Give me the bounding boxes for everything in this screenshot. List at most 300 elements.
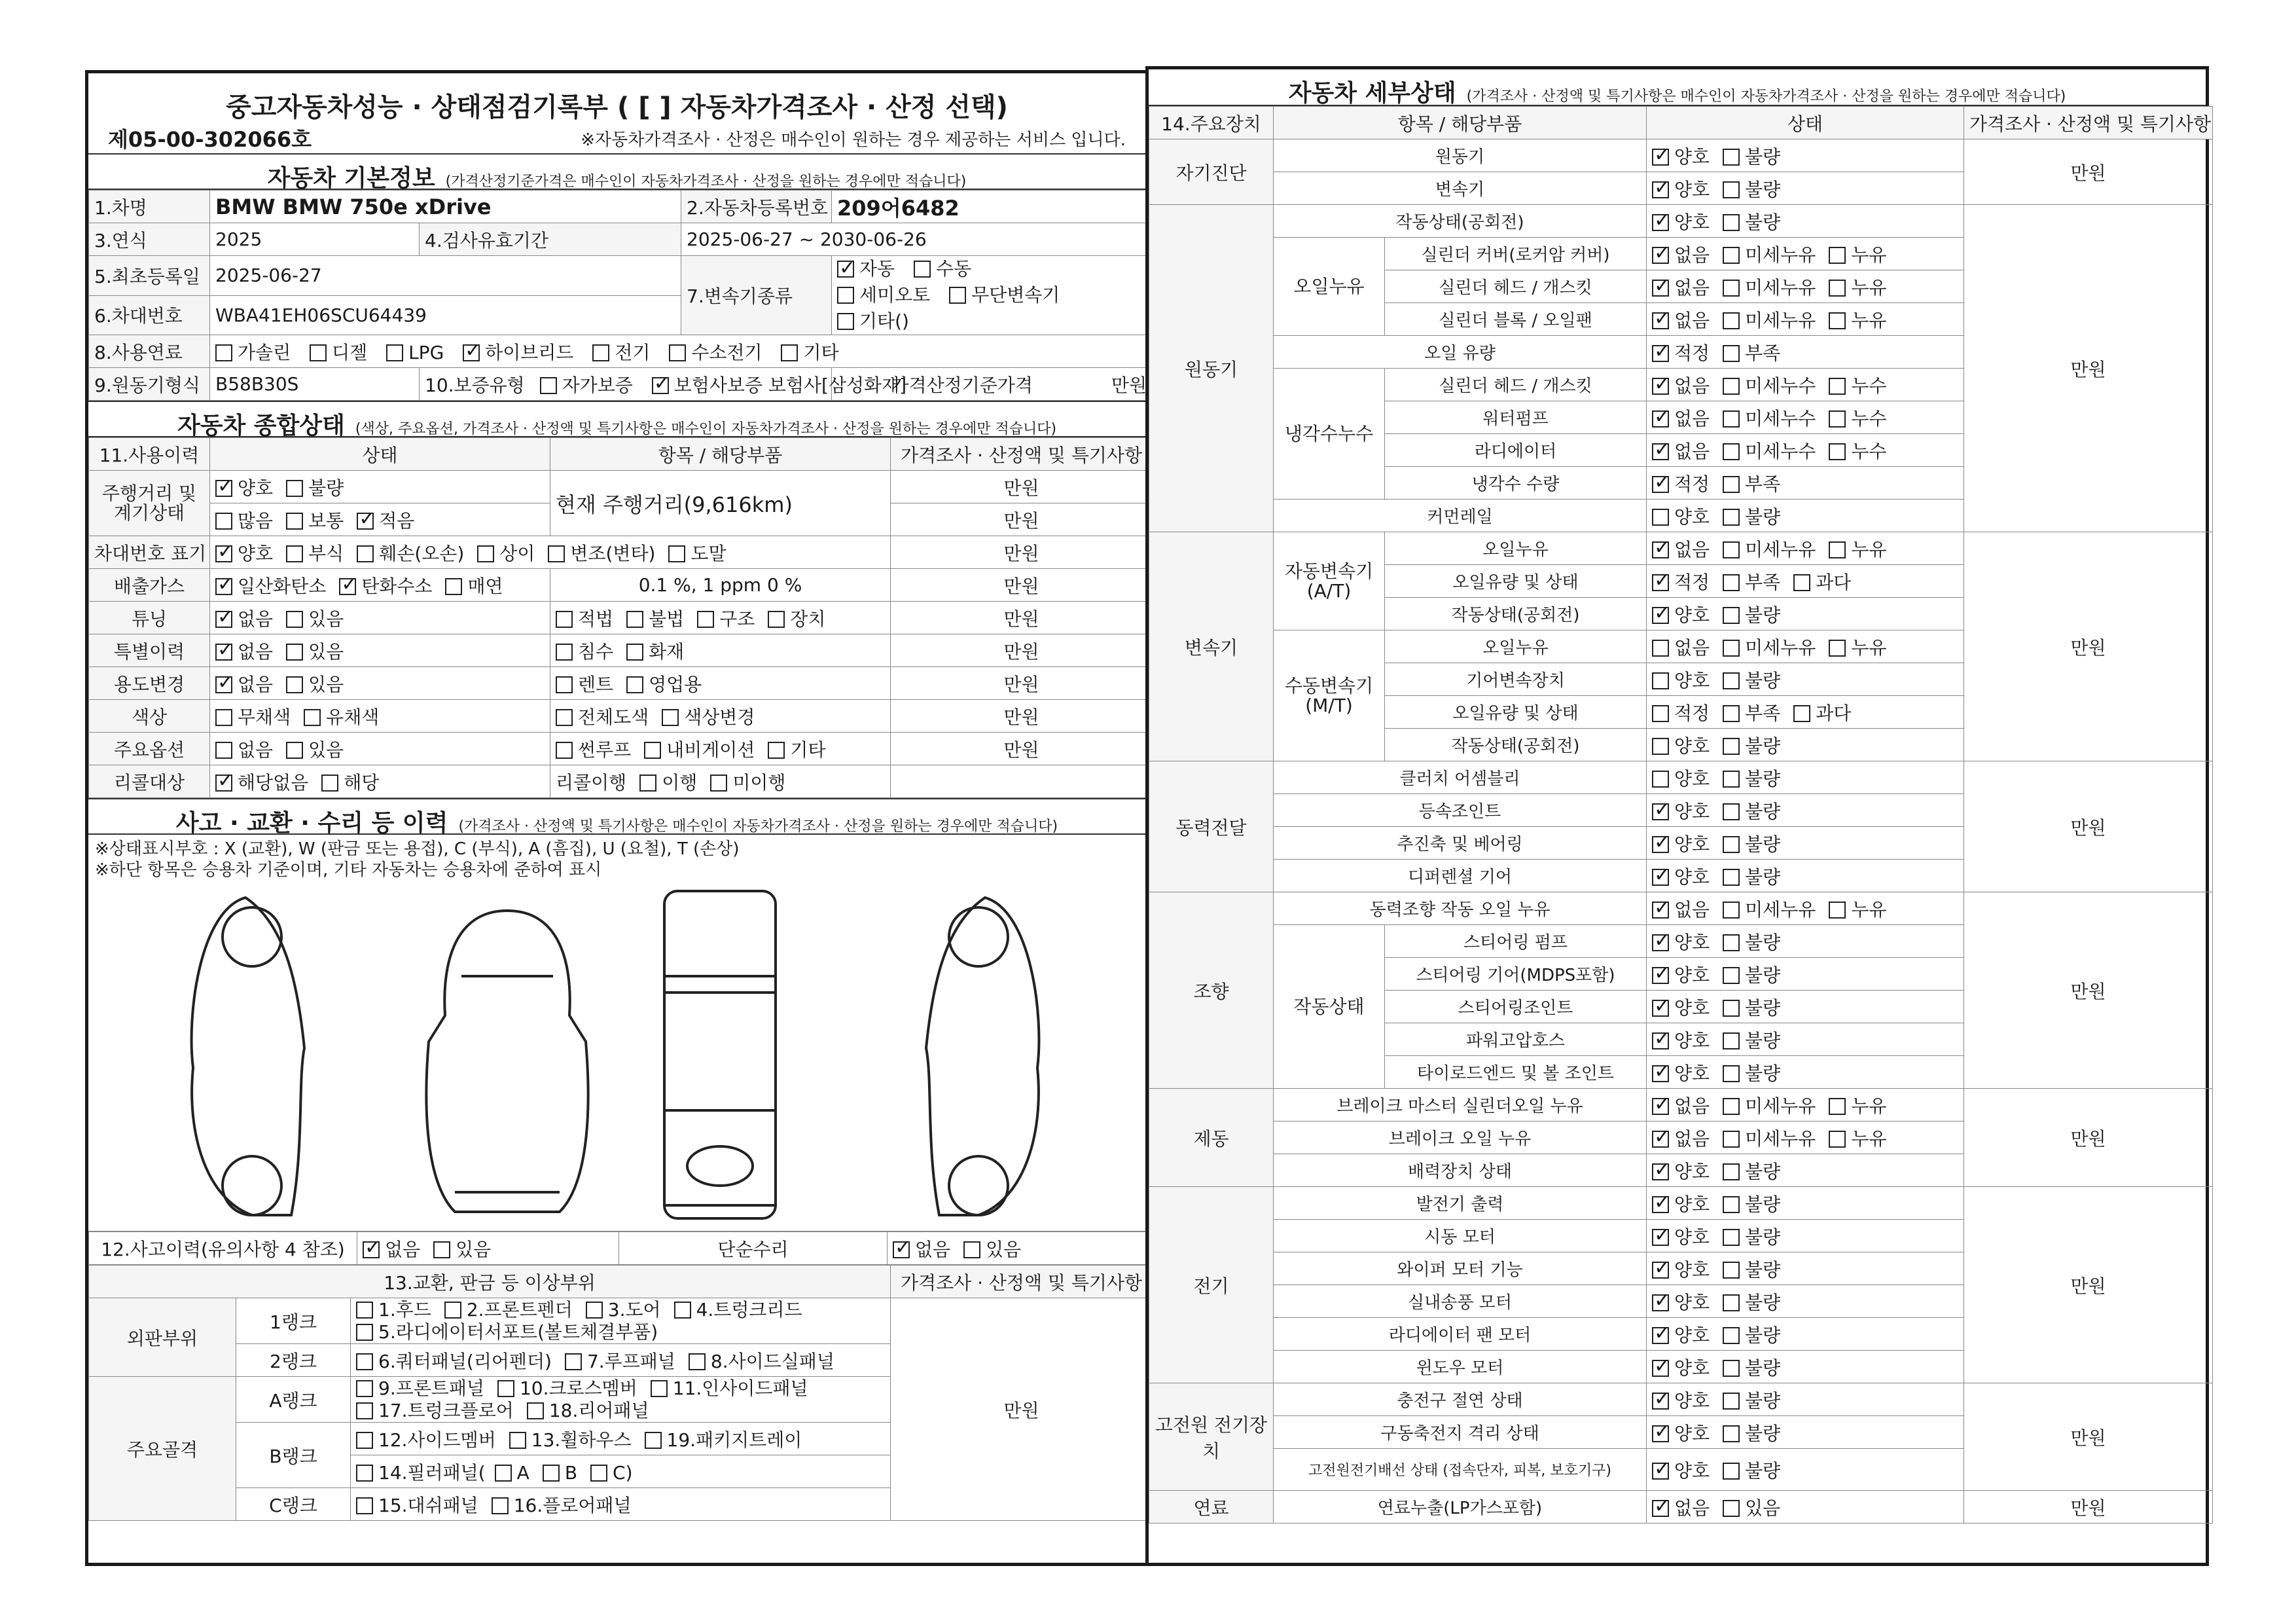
checkbox-ok[interactable] <box>1652 345 1669 362</box>
checkbox-good[interactable] <box>1652 1463 1669 1480</box>
checkbox-color-change[interactable] <box>662 709 679 726</box>
checkbox-tuning-exist[interactable] <box>286 611 303 628</box>
checkbox-inside-panel[interactable] <box>651 1380 668 1397</box>
checkbox-pillar-a[interactable] <box>495 1465 512 1482</box>
checkbox-vin-good[interactable] <box>215 545 232 562</box>
checkbox-good[interactable] <box>1652 1425 1669 1442</box>
checkbox-option-none[interactable] <box>215 742 232 759</box>
fuel-gasoline: 가솔린 <box>238 341 291 363</box>
checkbox-tuning-none[interactable] <box>215 611 232 628</box>
checkbox-bad[interactable] <box>1723 1425 1740 1442</box>
checkbox-hc[interactable] <box>339 578 356 595</box>
fuel-lpg: LPG <box>408 341 444 363</box>
checkbox-recall-applicable[interactable] <box>321 775 338 792</box>
group-brake: 제동 <box>1149 1089 1274 1187</box>
checkbox-bad[interactable] <box>1723 607 1740 624</box>
checkbox-ok[interactable] <box>1652 705 1669 722</box>
checkbox-tuning-illegal[interactable] <box>626 611 643 628</box>
checkbox-ok[interactable] <box>1652 476 1669 493</box>
checkbox-good[interactable] <box>1652 672 1669 689</box>
opt-leak: 누유 <box>1851 636 1887 659</box>
rank-2: 2랭크 <box>236 1344 351 1377</box>
checkbox-good[interactable] <box>1652 1262 1669 1279</box>
checkbox-warranty-insurance[interactable] <box>652 377 669 394</box>
checkbox-minor[interactable] <box>1723 312 1740 329</box>
checkbox-minor_w[interactable] <box>1723 378 1740 395</box>
header-usage-history: 11.사용이력 <box>89 438 210 471</box>
checkbox-fire[interactable] <box>626 644 643 661</box>
header-price-notes: 가격조사 · 산정액 및 특기사항 <box>1964 107 2213 139</box>
label-fuel: 8.사용연료 <box>89 335 210 368</box>
checkbox-good[interactable] <box>1652 214 1669 231</box>
checkbox-accident-exist[interactable] <box>433 1241 450 1258</box>
price-unit: 만원 <box>891 602 1153 634</box>
checkbox-side-sill[interactable] <box>689 1353 706 1370</box>
status-cell <box>1647 303 1964 336</box>
checkbox-bad[interactable] <box>1723 967 1740 984</box>
checkbox-option-etc[interactable] <box>768 742 785 759</box>
car-name: BMW BMW 750e xDrive <box>210 191 681 223</box>
item-6: 오일 유량 <box>1274 336 1647 369</box>
opt-done: 이행 <box>662 771 698 793</box>
checkbox-co[interactable] <box>215 578 232 595</box>
details-title: 자동차 세부상태 <box>1288 80 1456 107</box>
checkbox-recall-not-done[interactable] <box>710 775 727 792</box>
checkbox-vin-damaged[interactable] <box>357 545 374 562</box>
checkbox-roof-panel[interactable] <box>565 1353 582 1370</box>
checkbox-low[interactable] <box>1723 705 1740 722</box>
checkbox-minor[interactable] <box>1723 640 1740 657</box>
checkbox-tuning-structure[interactable] <box>697 611 714 628</box>
part-trunk-lid: 4.트렁크리드 <box>696 1298 802 1321</box>
opt-bad: 불량 <box>1745 178 1781 200</box>
left-panel <box>85 70 1149 1566</box>
price-unit: 만원 <box>891 634 1153 667</box>
opt-none: 없음 <box>1674 276 1710 299</box>
checkbox-quarter-panel[interactable] <box>356 1353 373 1370</box>
checkbox-none[interactable] <box>1652 1500 1669 1517</box>
status-cell <box>1647 565 1964 598</box>
status-cell <box>1647 860 1964 892</box>
checkbox-chromatic[interactable] <box>304 709 321 726</box>
opt-good: 양호 <box>1674 1389 1710 1412</box>
checkbox-bad[interactable] <box>1723 1163 1740 1180</box>
status-cell <box>1647 925 1964 958</box>
checkbox-pillar-b[interactable] <box>543 1465 560 1482</box>
checkbox-good[interactable] <box>1652 967 1669 984</box>
checkbox-trans-manual[interactable] <box>914 261 931 278</box>
checkbox-pillar-c[interactable] <box>590 1465 607 1482</box>
checkbox-usage-exist[interactable] <box>286 676 303 693</box>
status-cell <box>1647 434 1964 467</box>
fuel-electric: 전기 <box>615 341 651 363</box>
price-unit: 만원 <box>1964 761 2213 892</box>
checkbox-leak[interactable] <box>1829 312 1846 329</box>
status-cell <box>1647 729 1964 761</box>
opt-none: 없음 <box>915 1238 951 1260</box>
checkbox-fuel-electric[interactable] <box>592 344 609 361</box>
checkbox-good[interactable] <box>1652 1196 1669 1213</box>
checkbox-leak_w[interactable] <box>1829 378 1846 395</box>
status-cell <box>1647 1383 1964 1416</box>
checkbox-over[interactable] <box>1793 574 1810 591</box>
checkbox-exist[interactable] <box>1723 1500 1740 1517</box>
opt-bad: 불량 <box>1745 931 1781 953</box>
price-unit: 만원 <box>1964 1089 2213 1187</box>
checkbox-low[interactable] <box>1723 476 1740 493</box>
checkbox-mileage-normal[interactable] <box>286 513 303 530</box>
checkbox-trans-auto[interactable] <box>837 261 854 278</box>
opt-good: 양호 <box>1674 964 1710 986</box>
checkbox-bad[interactable] <box>1723 934 1740 951</box>
opt-device: 장치 <box>790 608 826 630</box>
checkbox-front-panel[interactable] <box>356 1380 373 1397</box>
accident-header <box>88 798 1145 835</box>
part-wheel-house: 13.휠하우스 <box>531 1429 632 1451</box>
label-transmission: 7.변속기종류 <box>681 256 832 335</box>
checkbox-low[interactable] <box>1723 574 1740 591</box>
status-cell <box>1647 598 1964 630</box>
checkbox-good[interactable] <box>1652 1000 1669 1017</box>
checkbox-gauge-good[interactable] <box>215 480 232 497</box>
opt-bad: 불량 <box>1745 1258 1781 1281</box>
checkbox-trans-semi[interactable] <box>837 287 854 304</box>
checkbox-bad[interactable] <box>1723 738 1740 755</box>
checkbox-wheel-house[interactable] <box>509 1432 526 1449</box>
checkbox-bad[interactable] <box>1723 149 1740 166</box>
checkbox-repair-none[interactable] <box>893 1241 910 1258</box>
opt-stolen: 도말 <box>691 542 726 564</box>
status-cell <box>1647 1449 1964 1491</box>
status-cell <box>1647 696 1964 729</box>
label-mileage: 주행거리 및 계기상태 <box>89 471 210 536</box>
checkbox-bad[interactable] <box>1723 771 1740 788</box>
pillar-a: A <box>516 1461 529 1484</box>
item-10: 냉각수 수량 <box>1385 467 1647 500</box>
checkbox-trans-cvt[interactable] <box>949 287 966 304</box>
checkbox-good[interactable] <box>1652 607 1669 624</box>
opt-leak_w: 누수 <box>1851 407 1887 429</box>
checkbox-special-exist[interactable] <box>286 644 303 661</box>
price-unit: 만원 <box>1964 1187 2213 1383</box>
overall-status-note: (색상, 주요옵션, 가격조사 · 산정액 및 특기사항은 매수인이 자동차가격조사 · 산정을 원하는 경우에만 적습니다) <box>355 421 1057 437</box>
item-5: 실린더 블록 / 오일팬 <box>1385 303 1647 336</box>
price-unit: 만원 <box>891 733 1153 765</box>
checkbox-full-paint[interactable] <box>556 709 573 726</box>
checkbox-mileage-many[interactable] <box>215 513 232 530</box>
checkbox-recall-na[interactable] <box>215 775 232 792</box>
checkbox-good[interactable] <box>1652 869 1669 886</box>
checkbox-smoke[interactable] <box>445 578 462 595</box>
label-options: 주요옵션 <box>89 733 210 765</box>
checkbox-pillar-panel[interactable] <box>356 1465 373 1482</box>
checkbox-good[interactable] <box>1652 836 1669 853</box>
label-recall: 리콜대상 <box>89 765 210 798</box>
group-self-diagnosis: 자기진단 <box>1149 139 1274 205</box>
group-electrical: 전기 <box>1149 1187 1274 1383</box>
checkbox-bad[interactable] <box>1723 1065 1740 1082</box>
checkbox-bad[interactable] <box>1723 1327 1740 1344</box>
checkbox-low[interactable] <box>1723 345 1740 362</box>
item-4: 실린더 헤드 / 개스킷 <box>1385 270 1647 303</box>
checkbox-none[interactable] <box>1652 902 1669 919</box>
checkbox-ok[interactable] <box>1652 574 1669 591</box>
checkbox-good[interactable] <box>1652 771 1669 788</box>
checkbox-achromatic[interactable] <box>215 709 232 726</box>
checkbox-fuel-lpg[interactable] <box>386 344 403 361</box>
checkbox-minor[interactable] <box>1723 902 1740 919</box>
checkbox-good[interactable] <box>1652 934 1669 951</box>
status-cell <box>1647 205 1964 238</box>
group-transmission: 변속기 <box>1149 532 1274 761</box>
checkbox-none[interactable] <box>1652 410 1669 428</box>
status-cell <box>1647 1318 1964 1351</box>
checkbox-warranty-self[interactable] <box>540 377 557 394</box>
checkbox-bad[interactable] <box>1723 1262 1740 1279</box>
label-first-registration: 5.최초등록일 <box>89 256 210 296</box>
checkbox-bad[interactable] <box>1723 672 1740 689</box>
checkbox-leak[interactable] <box>1829 247 1846 264</box>
checkbox-leak_w[interactable] <box>1829 443 1846 460</box>
opt-bad: 불량 <box>1745 1357 1781 1379</box>
checkbox-good[interactable] <box>1652 1294 1669 1311</box>
checkbox-good[interactable] <box>1652 1327 1669 1344</box>
status-cell <box>1647 532 1964 565</box>
checkbox-bad[interactable] <box>1723 1032 1740 1049</box>
opt-leak: 누유 <box>1851 898 1887 921</box>
status-cell <box>1647 1122 1964 1154</box>
checkbox-accident-none[interactable] <box>363 1241 380 1258</box>
checkbox-bad[interactable] <box>1723 803 1740 820</box>
item-34: 와이퍼 모터 기능 <box>1274 1252 1647 1285</box>
checkbox-leak[interactable] <box>1829 280 1846 297</box>
checkbox-none[interactable] <box>1652 1131 1669 1148</box>
opt-good: 양호 <box>1674 1258 1710 1281</box>
status-cell <box>1647 1056 1964 1089</box>
item-19: 클러치 어셈블리 <box>1274 761 1647 794</box>
checkbox-tuning-device[interactable] <box>768 611 785 628</box>
checkbox-none[interactable] <box>1652 280 1669 297</box>
checkbox-bad[interactable] <box>1723 509 1740 526</box>
checkbox-leak[interactable] <box>1829 541 1846 558</box>
item-23: 동력조향 작동 오일 누유 <box>1274 892 1647 925</box>
item-8: 워터펌프 <box>1385 401 1647 434</box>
detail-row <box>1149 892 2213 925</box>
reg-number: 209어6482 <box>832 191 1153 223</box>
checkbox-none[interactable] <box>1652 443 1669 460</box>
checkbox-over[interactable] <box>1793 705 1810 722</box>
checkbox-package-tray[interactable] <box>645 1432 662 1449</box>
opt-none: 없음 <box>1674 898 1710 921</box>
checkbox-good[interactable] <box>1652 803 1669 820</box>
checkbox-minor_w[interactable] <box>1723 443 1740 460</box>
checkbox-recall-done[interactable] <box>639 775 656 792</box>
checkbox-fuel-diesel[interactable] <box>310 344 327 361</box>
checkbox-trans-etc[interactable] <box>837 313 854 330</box>
price-unit: 만원 <box>1964 205 2213 532</box>
checkbox-leak_w[interactable] <box>1829 410 1846 428</box>
checkbox-good[interactable] <box>1652 181 1669 198</box>
checkbox-good[interactable] <box>1652 1360 1669 1377</box>
checkbox-bad[interactable] <box>1723 836 1740 853</box>
checkbox-none[interactable] <box>1652 247 1669 264</box>
overall-status-header <box>88 401 1145 437</box>
detail-row <box>1149 1187 2213 1220</box>
pillar-b: B <box>564 1461 578 1484</box>
checkbox-trunk-floor[interactable] <box>356 1402 373 1419</box>
checkbox-special-none[interactable] <box>215 644 232 661</box>
part-rear-panel: 18.리어패널 <box>548 1399 649 1421</box>
opt-exist: 있음 <box>308 673 344 695</box>
status-cell <box>1647 139 1964 172</box>
rank-a: A랭크 <box>236 1377 351 1423</box>
opt-bad: 불량 <box>1745 604 1781 626</box>
status-cell <box>1647 630 1964 663</box>
checkbox-bad[interactable] <box>1723 1463 1740 1480</box>
label-special-history: 특별이력 <box>89 634 210 667</box>
checkbox-radiator-support[interactable] <box>356 1324 373 1341</box>
trans-auto: 자동 <box>859 258 895 280</box>
checkbox-vin-diff[interactable] <box>477 545 494 562</box>
checkbox-trunk-lid[interactable] <box>674 1302 691 1319</box>
checkbox-business[interactable] <box>626 676 643 693</box>
header-status: 상태 <box>1647 107 1964 139</box>
checkbox-tuning-legal[interactable] <box>556 611 573 628</box>
label-frame: 주요골격 <box>89 1377 236 1521</box>
item-15: 오일누유 <box>1385 630 1647 663</box>
checkbox-bad[interactable] <box>1723 1294 1740 1311</box>
status-cell <box>1647 1187 1964 1220</box>
checkbox-good[interactable] <box>1652 1163 1669 1180</box>
opt-low: 부족 <box>1745 571 1781 593</box>
checkbox-front-fender[interactable] <box>444 1302 461 1319</box>
fuel-hydrogen: 수소전기 <box>691 341 762 363</box>
checkbox-fuel-etc[interactable] <box>781 344 798 361</box>
checkbox-good[interactable] <box>1652 1229 1669 1246</box>
label-reg-number: 2.자동차등록번호 <box>681 191 832 223</box>
opt-good: 양호 <box>1674 669 1710 691</box>
checkbox-bad[interactable] <box>1723 869 1740 886</box>
checkbox-flood[interactable] <box>556 644 573 661</box>
checkbox-none[interactable] <box>1652 640 1669 657</box>
checkbox-bad[interactable] <box>1723 214 1740 231</box>
status-cell <box>1647 1220 1964 1252</box>
checkbox-bad[interactable] <box>1723 1196 1740 1213</box>
checkbox-repair-exist[interactable] <box>963 1241 980 1258</box>
checkbox-option-exist[interactable] <box>286 742 303 759</box>
opt-applicable: 해당 <box>344 771 380 793</box>
opt-none: 없음 <box>1674 440 1710 462</box>
part-package-tray: 19.패키지트레이 <box>666 1429 802 1451</box>
checkbox-good[interactable] <box>1652 149 1669 166</box>
checkbox-bad[interactable] <box>1723 181 1740 198</box>
checkbox-none[interactable] <box>1652 541 1669 558</box>
base-price-unit: 만원 <box>1111 374 1147 396</box>
checkbox-bad[interactable] <box>1723 1229 1740 1246</box>
rank-1: 1랭크 <box>236 1298 351 1344</box>
status-cell <box>1647 336 1964 369</box>
checkbox-good[interactable] <box>1652 1065 1669 1082</box>
fuel-diesel: 디젤 <box>332 341 368 363</box>
checkbox-vin-altered[interactable] <box>548 545 565 562</box>
checkbox-fuel-hydrogen[interactable] <box>669 344 686 361</box>
checkbox-sunroof[interactable] <box>556 742 573 759</box>
checkbox-rear-panel[interactable] <box>527 1402 544 1419</box>
checkbox-bad[interactable] <box>1723 1360 1740 1377</box>
checkbox-usage-none[interactable] <box>215 676 232 693</box>
checkbox-navi[interactable] <box>644 742 661 759</box>
opt-legal: 적법 <box>578 608 614 630</box>
checkbox-minor[interactable] <box>1723 541 1740 558</box>
checkbox-floor-panel[interactable] <box>492 1497 509 1514</box>
checkbox-none[interactable] <box>1652 378 1669 395</box>
checkbox-minor[interactable] <box>1723 280 1740 297</box>
opt-good: 양호 <box>238 542 274 564</box>
checkbox-bad[interactable] <box>1723 1393 1740 1410</box>
checkbox-gauge-bad[interactable] <box>286 480 303 497</box>
item-12: 오일누유 <box>1385 532 1647 565</box>
checkbox-good[interactable] <box>1652 509 1669 526</box>
item-7: 실린더 헤드 / 개스킷 <box>1385 369 1647 401</box>
checkbox-leak[interactable] <box>1829 640 1846 657</box>
checkbox-mileage-few[interactable] <box>357 513 374 530</box>
checkbox-good[interactable] <box>1652 738 1669 755</box>
item-0: 원동기 <box>1274 139 1647 172</box>
item-39: 구동축전지 격리 상태 <box>1274 1416 1647 1449</box>
label-vin: 6.차대번호 <box>89 295 210 335</box>
checkbox-none[interactable] <box>1652 1098 1669 1115</box>
checkbox-cross-member[interactable] <box>497 1380 514 1397</box>
checkbox-side-member[interactable] <box>356 1432 373 1449</box>
opt-none: 없음 <box>1674 407 1710 429</box>
checkbox-bad[interactable] <box>1723 1000 1740 1017</box>
checkbox-good[interactable] <box>1652 1032 1669 1049</box>
checkbox-fuel-hybrid[interactable] <box>463 344 480 361</box>
checkbox-vin-corroded[interactable] <box>286 545 303 562</box>
checkbox-hood[interactable] <box>356 1302 373 1319</box>
checkbox-minor[interactable] <box>1723 1098 1740 1115</box>
checkbox-leak[interactable] <box>1829 1098 1846 1115</box>
opt-bad: 불량 <box>1745 964 1781 986</box>
checkbox-rent[interactable] <box>556 676 573 693</box>
checkbox-none[interactable] <box>1652 312 1669 329</box>
item-29: 브레이크 마스터 실린더오일 누유 <box>1274 1089 1647 1122</box>
opt-etc: 기타 <box>790 739 826 761</box>
fuel-etc: 기타 <box>803 341 839 363</box>
header-price-notes: 가격조사 · 산정액 및 특기사항 <box>891 438 1153 471</box>
checkbox-door[interactable] <box>586 1302 603 1319</box>
checkbox-leak[interactable] <box>1829 902 1846 919</box>
checkbox-fuel-gasoline[interactable] <box>215 344 232 361</box>
opt-flood: 침수 <box>578 640 614 663</box>
checkbox-minor[interactable] <box>1723 247 1740 264</box>
checkbox-leak[interactable] <box>1829 1131 1846 1148</box>
checkbox-dash-panel[interactable] <box>356 1497 373 1514</box>
part-pillar-panel: 14.필러패널( <box>378 1461 486 1484</box>
label-accident-history: 12.사고이력(유의사항 4 참조) <box>89 1232 357 1265</box>
checkbox-vin-stolen[interactable] <box>668 545 685 562</box>
opt-ok: 적정 <box>1674 702 1710 724</box>
opt-bad: 불량 <box>1745 669 1781 691</box>
opt-bad: 불량 <box>1745 1422 1781 1444</box>
checkbox-minor[interactable] <box>1723 1131 1740 1148</box>
checkbox-minor_w[interactable] <box>1723 410 1740 428</box>
opt-bad: 불량 <box>1745 1029 1781 1051</box>
checkbox-good[interactable] <box>1652 1393 1669 1410</box>
status-cell <box>1647 1351 1964 1383</box>
legend-note: ※하단 항목은 승용차 기준이며, 기타 자동차는 승용차에 준하여 표시 <box>95 860 602 880</box>
opt-exist: 있음 <box>456 1238 492 1260</box>
